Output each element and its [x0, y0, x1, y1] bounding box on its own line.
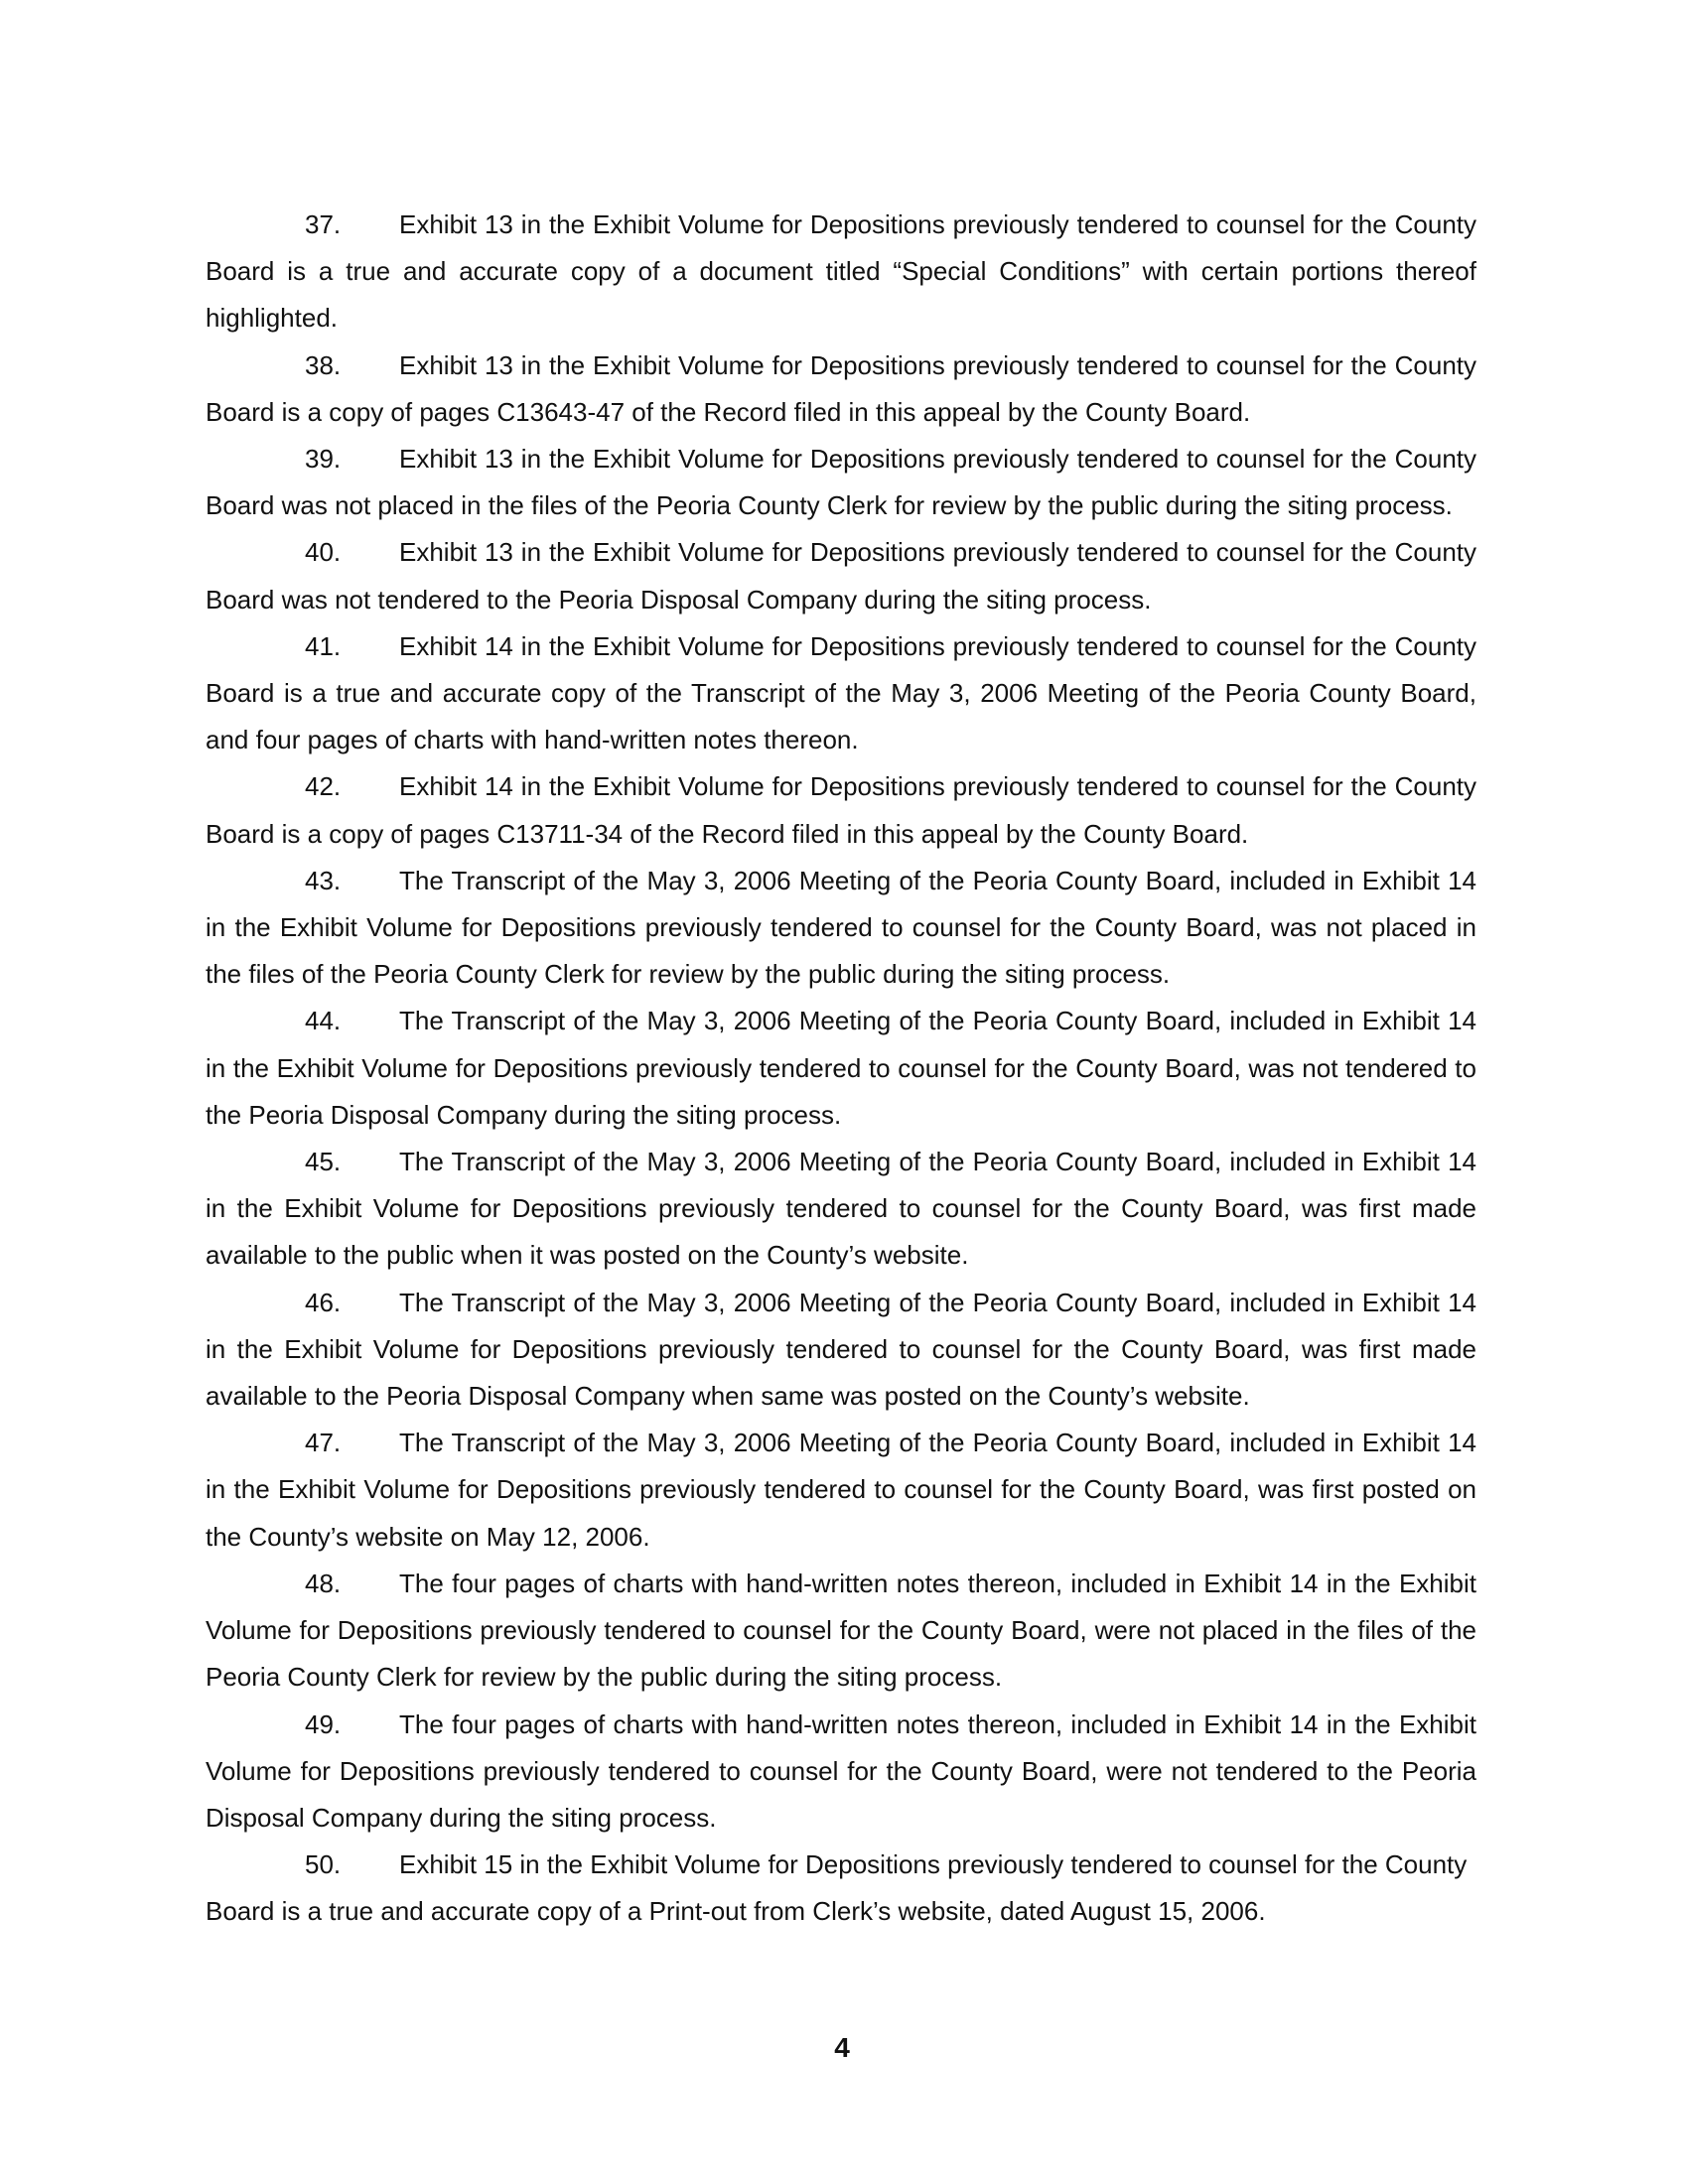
paragraph-37	[206, 202, 1476, 342]
paragraph-text: The four pages of charts with hand-written notes thereon, included in Exhibit 14 in the Exhibit Volume for Depositions previously tendered to counsel for the County Board, were not placed in the files of the Peoria County Clerk for review by the public during the siting process.	[206, 1568, 1476, 1693]
paragraph-number: 44.	[305, 1006, 342, 1036]
paragraph-text: Exhibit 14 in the Exhibit Volume for Depositions previously tendered to counsel for the County Board is a copy of pages C13711-34 of the Record filed in this appeal by the County Board.	[206, 771, 1476, 849]
paragraph-50	[206, 1842, 1476, 1935]
paragraph-text: The Transcript of the May 3, 2006 Meeting of the Peoria County Board, included in Exhibit 14 in the Exhibit Volume for Depositions previously tendered to counsel for the County Board, was first made available to the public when it was posted on the County’s website.	[206, 1147, 1476, 1271]
paragraph-text: Exhibit 13 in the Exhibit Volume for Depositions previously tendered to counsel for the County Board was not tendered to the Peoria Disposal Company during the siting process.	[206, 537, 1476, 614]
paragraph-48	[206, 1561, 1476, 1702]
paragraph-text: Exhibit 15 in the Exhibit Volume for Depositions previously tendered to counsel for the County Board is a true and accurate copy of a Print-out from Clerk’s website, dated August 15, 2006.	[206, 1849, 1468, 1927]
paragraph-39	[206, 436, 1476, 529]
paragraph-38	[206, 342, 1476, 436]
paragraph-text: Exhibit 13 in the Exhibit Volume for Depositions previously tendered to counsel for the County Board is a copy of pages C13643-47 of the Record filed in this appeal by the County Board.	[206, 349, 1476, 427]
scan-artifact	[81, 0, 101, 4]
paragraph-45	[206, 1139, 1476, 1280]
paragraph-number: 47.	[305, 1428, 342, 1458]
paragraph-47	[206, 1420, 1476, 1561]
paragraph-number: 42.	[305, 771, 342, 802]
paragraph-number: 50.	[305, 1849, 342, 1880]
paragraph-49	[206, 1702, 1476, 1843]
document-body	[206, 202, 1476, 1936]
paragraph-text: The Transcript of the May 3, 2006 Meeting of the Peoria County Board, included in Exhibit 14 in the Exhibit Volume for Depositions previously tendered to counsel for the County Board, was first made available to the Peoria Disposal Company when same was posted on the County’s website.	[206, 1287, 1476, 1412]
paragraph-number: 46.	[305, 1287, 342, 1317]
paragraph-number: 48.	[305, 1568, 342, 1598]
paragraph-text: Exhibit 14 in the Exhibit Volume for Depositions previously tendered to counsel for the County Board is a true and accurate copy of the Transcript of the May 3, 2006 Meeting of the Peoria County Board, and four pages of charts with hand-written notes thereon.	[206, 630, 1476, 755]
paragraph-text: Exhibit 13 in the Exhibit Volume for Depositions previously tendered to counsel for the County Board is a true and accurate copy of a document titled “Special Conditions” with certain portions thereof highlighted.	[206, 209, 1476, 334]
paragraph-43	[206, 858, 1476, 999]
paragraph-44	[206, 998, 1476, 1139]
paragraph-number: 45.	[305, 1147, 342, 1177]
paragraph-number: 37.	[305, 209, 342, 239]
paragraph-text: Exhibit 13 in the Exhibit Volume for Depositions previously tendered to counsel for the County Board was not placed in the files of the Peoria County Clerk for review by the public during the siting process.	[206, 444, 1476, 521]
paragraph-41	[206, 623, 1476, 764]
paragraph-42	[206, 763, 1476, 857]
paragraph-40	[206, 529, 1476, 622]
paragraph-number: 49.	[305, 1708, 342, 1739]
page-number: 4	[834, 2032, 850, 2063]
paragraph-number: 43.	[305, 865, 342, 895]
paragraph-text: The Transcript of the May 3, 2006 Meeting of the Peoria County Board, included in Exhibit 14 in the Exhibit Volume for Depositions previously tendered to counsel for the County Board, was first posted on the County’s website on May 12, 2006.	[206, 1428, 1476, 1552]
paragraph-number: 40.	[305, 537, 342, 568]
paragraph-number: 38.	[305, 349, 342, 380]
paragraph-number: 39.	[305, 444, 342, 475]
paragraph-text: The Transcript of the May 3, 2006 Meeting of the Peoria County Board, included in Exhibit 14 in the Exhibit Volume for Depositions previously tendered to counsel for the County Board, was not tendered to the Peoria Disposal Company during the siting process.	[206, 1006, 1476, 1130]
paragraph-number: 41.	[305, 630, 342, 661]
paragraph-46	[206, 1280, 1476, 1421]
paragraph-text: The four pages of charts with hand-written notes thereon, included in Exhibit 14 in the Exhibit Volume for Depositions previously tendered to counsel for the County Board, were not tendered to the Peoria Disposal Company during the siting process.	[206, 1708, 1476, 1833]
paragraph-text: The Transcript of the May 3, 2006 Meeting of the Peoria County Board, included in Exhibit 14 in the Exhibit Volume for Depositions previously tendered to counsel for the County Board, was not placed in the files of the Peoria County Clerk for review by the public during the siting process.	[206, 865, 1476, 990]
